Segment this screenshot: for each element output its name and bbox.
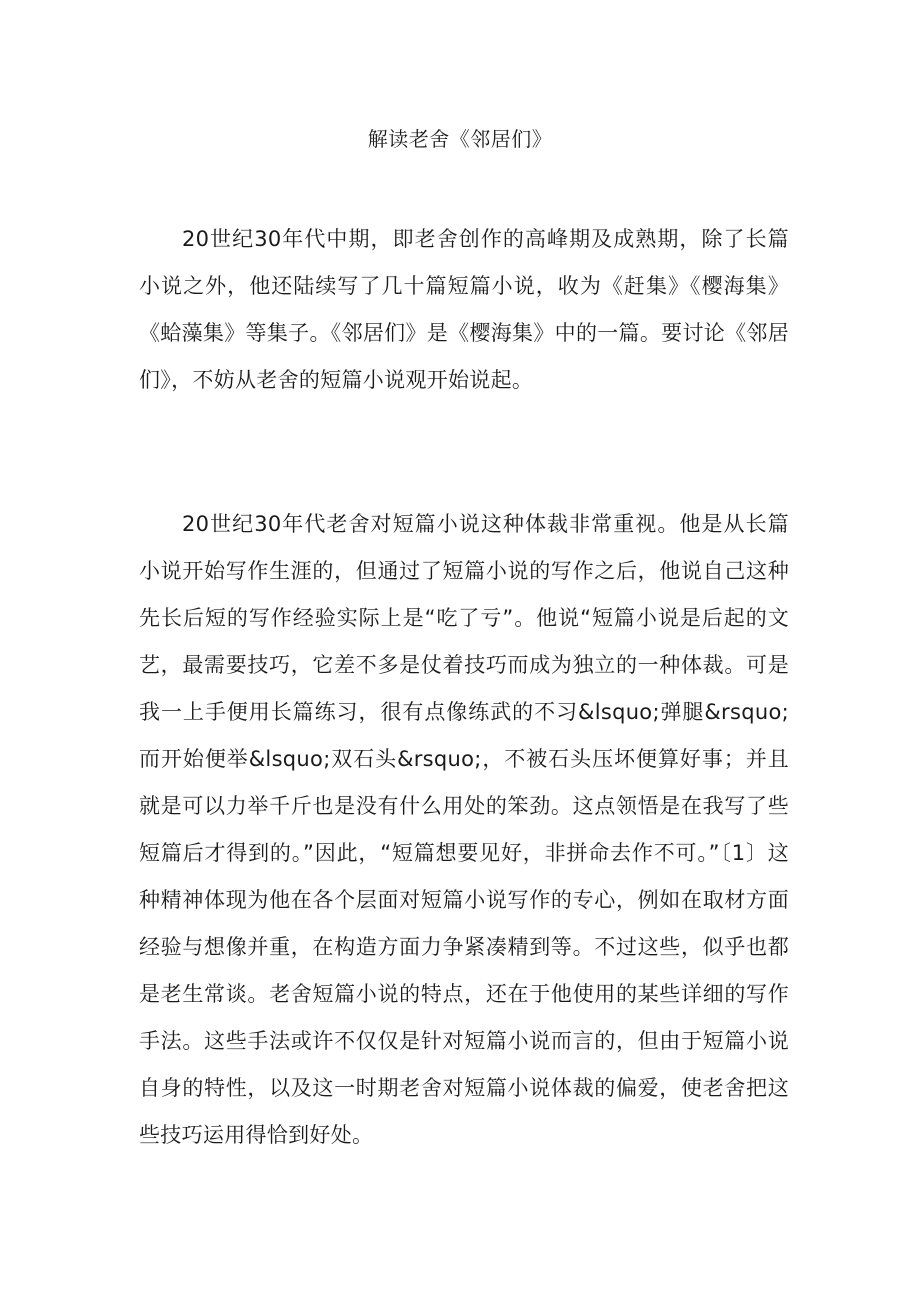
paragraph-intro: 20世纪30年代中期，即老舍创作的高峰期及成熟期，除了长篇小说之外，他还陆续写了几十篇短篇小说，收为《赶集》《樱海集》《蛤藻集》等集子。《邻居们》是《樱海集》中的一篇。要讨论《邻居们》，不妨从老舍的短篇小说观开始说起。 — [139, 227, 789, 392]
document-title: 解读老舍《邻居们》 — [367, 127, 553, 151]
paragraph-short-story-view: 20世纪30年代老舍对短篇小说这种体裁非常重视。他是从长篇小说开始写作生涯的，但通过了短篇小说的写作之后，他说自己这种先长后短的写作经验实际上是“吃了亏”。他说“短篇小说是后起的文艺，最需要技巧，它差不多是仗着技巧而成为独立的一种体裁。可是我一上手便用长篇练习，很有点像练武的不习&lsquo;弹腿&rsquo;而开始便举&lsquo;双石头&rsquo;，不被石头压坏便算好事；并且就是可以力举千斤也是没有什么用处的笨劲。这点领悟是在我写了些短篇后才得到的。”因此，“短篇想要见好，非拼命去作不可。”〔1〕这种精神体现为他在各个层面对短篇小说写作的专心，例如在取材方面经验与想像并重，在构造方面力争紧凑精到等。不过这些，似乎也都是老生常谈。老舍短篇小说的特点，还在于他使用的某些详细的写作手法。这些手法或许不仅仅是针对短篇小说而言的，但由于短篇小说自身的特性，以及这一时期老舍对短篇小说体裁的偏爱，使老舍把这些技巧运用得恰到好处。 — [139, 512, 789, 1147]
